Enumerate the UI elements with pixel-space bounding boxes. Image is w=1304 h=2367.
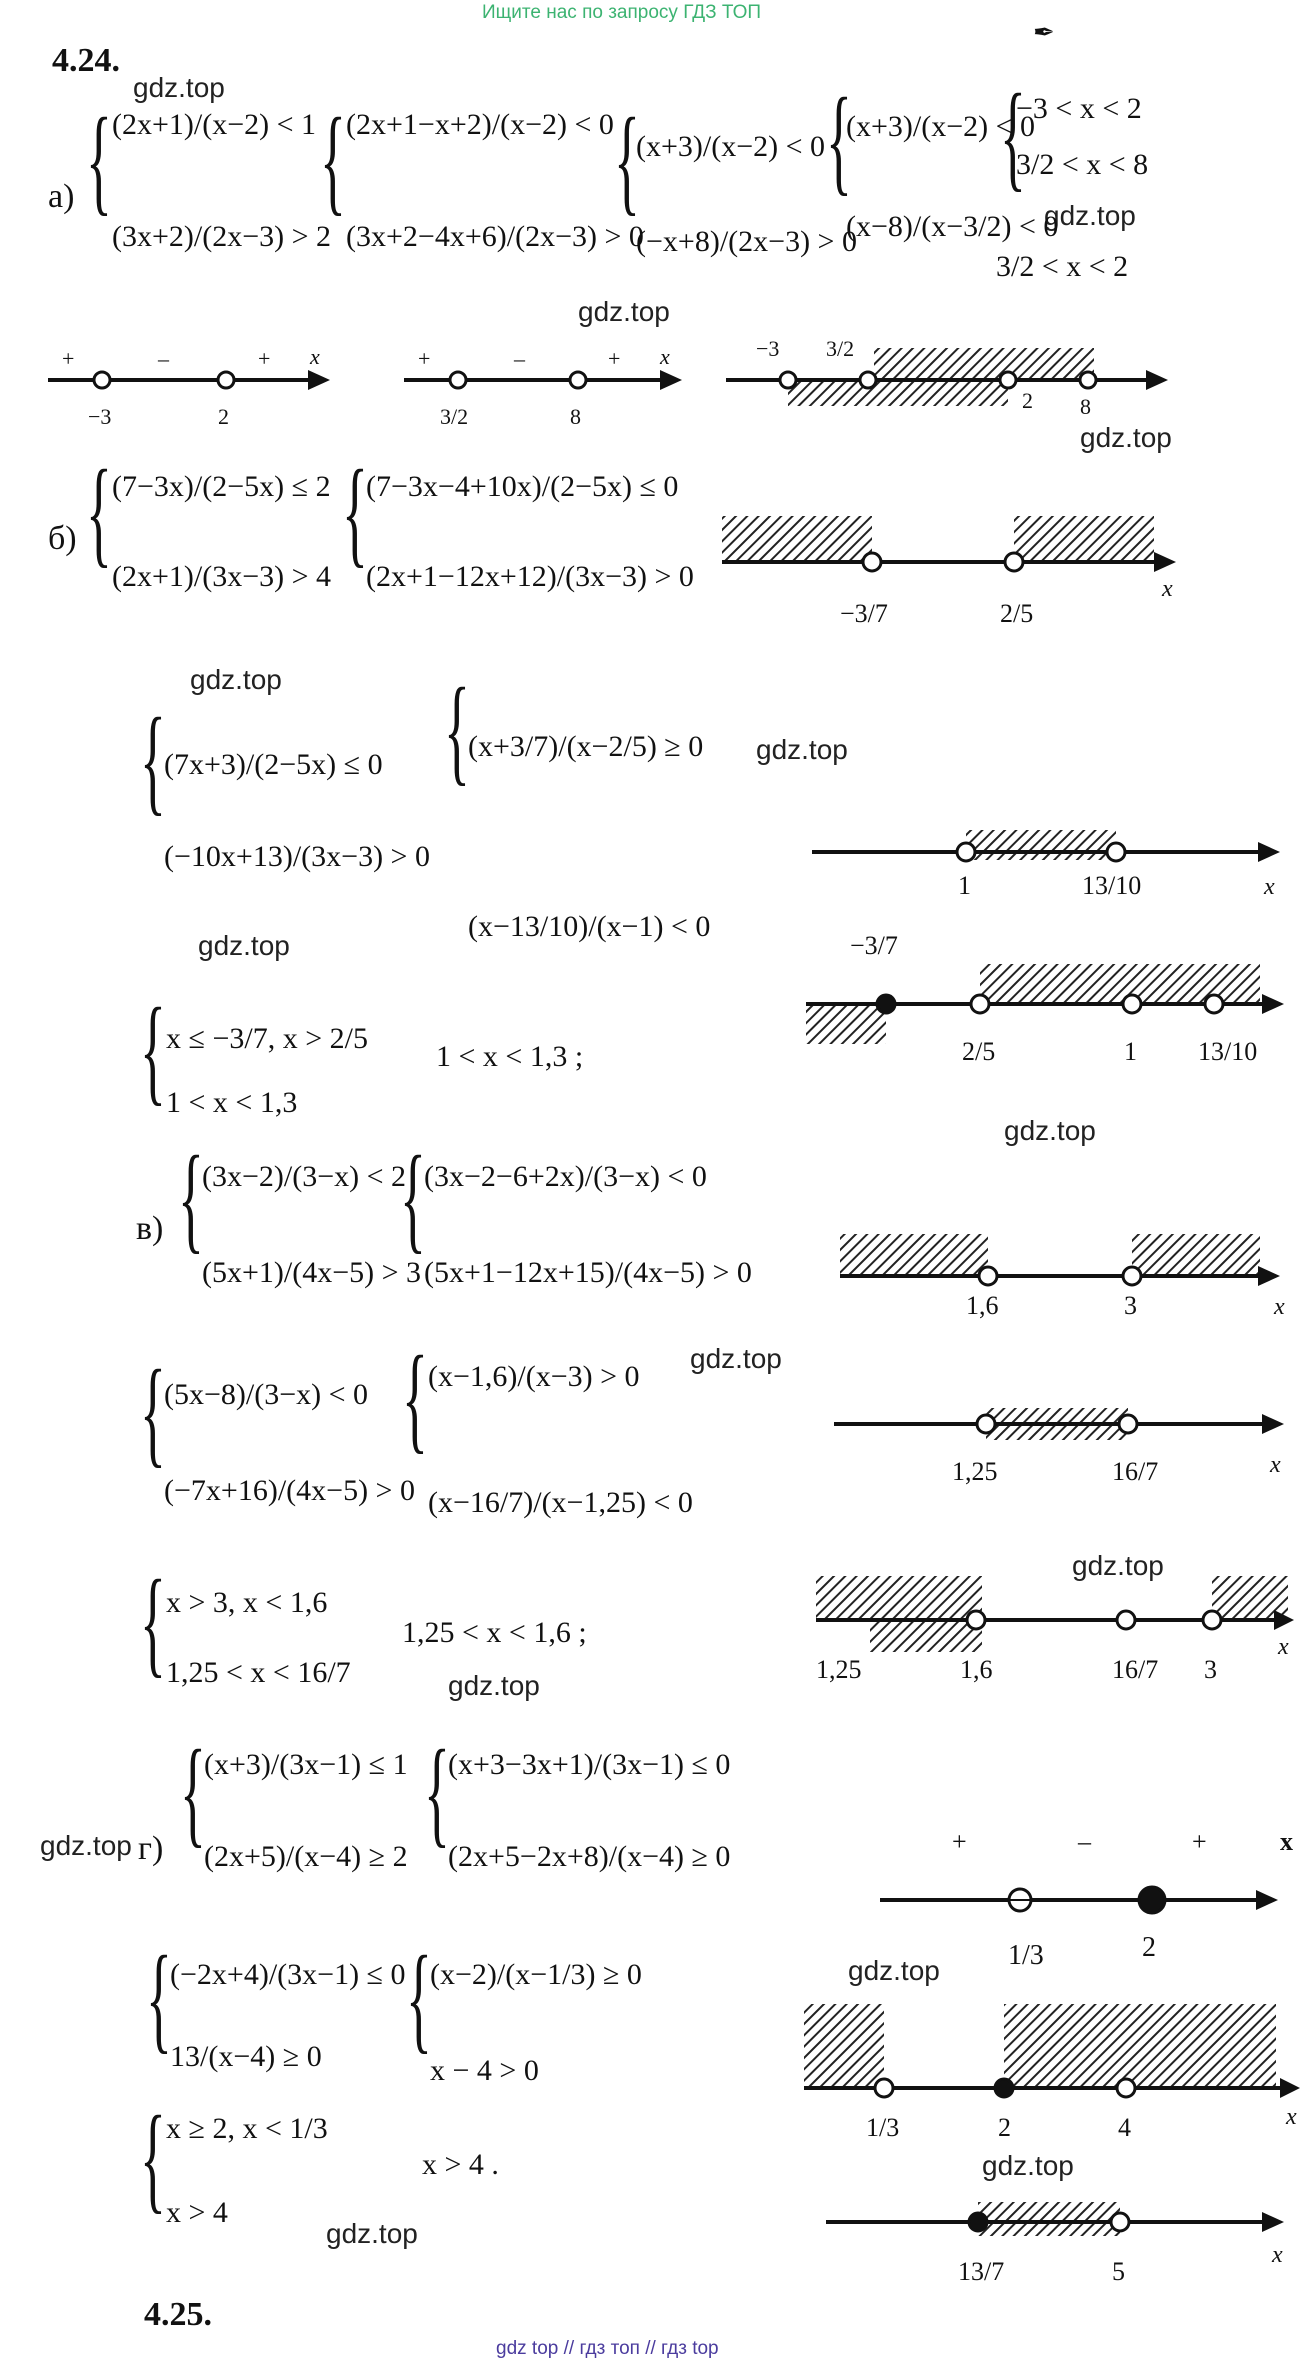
tick-label: 1,25 [952, 1457, 998, 1486]
sign-label: – [158, 346, 169, 371]
system-line: (7−3x)/(2−5x) ≤ 2 [112, 470, 331, 503]
axis-var: x [1278, 1634, 1289, 1660]
system-line: (x−2)/(x−1/3) ≥ 0 [430, 1958, 642, 1991]
system-line: (2x+1)/(3x−3) > 4 [112, 560, 332, 593]
system-line: (x+3)/(x−2) < 0 [636, 130, 826, 163]
watermark: gdz.top [848, 1955, 940, 1986]
number-line [816, 1570, 1296, 1720]
part-v-label: в) [136, 1210, 164, 1247]
number-line [840, 1226, 1290, 1336]
tick-label: 16/7 [1112, 1655, 1159, 1684]
axis-var: x [1162, 576, 1173, 602]
system-line: (x+3)/(x−2) < 0 [846, 110, 1036, 143]
tick-label: 13/10 [1082, 871, 1142, 900]
tick-label: −3 [756, 336, 780, 361]
watermark: gdz.top [1080, 422, 1172, 453]
system-brace: { [444, 663, 470, 796]
watermark: gdz.top [190, 664, 282, 695]
sign-label: + [608, 346, 621, 371]
sign-label: + [62, 346, 75, 371]
answer: 1 < x < 1,3 ; [436, 1040, 584, 1073]
tick-label: 2 [998, 2113, 1011, 2142]
bottom-banner[interactable]: gdz top // гдз топ // гдз top [496, 2338, 719, 2359]
next-problem-title: 4.25. [144, 2296, 212, 2333]
tick-label: 1,25 [816, 1655, 862, 1684]
tick-label: 1/3 [866, 2113, 900, 2142]
system-brace: { [402, 1331, 428, 1464]
problem-title: 4.24. [52, 42, 120, 79]
system-brace: { [178, 1131, 204, 1264]
tick-label: 16/7 [1112, 1457, 1159, 1486]
number-line [812, 818, 1292, 908]
system-brace: { [342, 445, 368, 578]
system-brace: { [146, 1931, 172, 2064]
watermark: gdz.top [1044, 200, 1136, 231]
system-line: (−7x+16)/(4x−5) > 0 [164, 1474, 415, 1507]
system-line: (−x+8)/(2x−3) > 0 [636, 225, 857, 258]
number-line [726, 330, 1176, 430]
tick-label: 3 [1204, 1655, 1217, 1684]
number-line [806, 920, 1296, 1100]
system-line: (7x+3)/(2−5x) ≤ 0 [164, 748, 383, 781]
tick-label: −3/7 [840, 599, 888, 628]
tick-label: 8 [570, 404, 581, 429]
tick-label: 1,6 [960, 1655, 993, 1684]
number-line [880, 1826, 1300, 2016]
system-brace: { [140, 1345, 166, 1478]
system-brace: { [140, 1555, 166, 1688]
number-line [834, 1396, 1294, 1526]
tick-label: 1,6 [966, 1291, 999, 1320]
watermark: gdz.top [982, 2150, 1074, 2181]
sign-label: – [514, 346, 525, 371]
tick-label: 1 [1124, 1037, 1137, 1066]
axis-var: x [1286, 2104, 1297, 2130]
number-line [404, 340, 694, 440]
system-brace: { [406, 1931, 432, 2064]
tick-label: 3/2 [440, 404, 469, 429]
system-line: (x−8)/(x−3/2) < 0 [846, 210, 1059, 243]
system-line: 3/2 < x < 8 [1016, 148, 1149, 181]
system-brace: { [826, 73, 852, 206]
system-brace: { [86, 445, 112, 578]
watermark: gdz.top [40, 1830, 132, 1861]
system-brace: { [180, 1725, 206, 1858]
number-line [48, 340, 338, 440]
watermark: gdz.top [756, 734, 848, 765]
system-line: (7−3x−4+10x)/(2−5x) ≤ 0 [366, 470, 679, 503]
axis-var: x [1270, 1452, 1281, 1478]
watermark: gdz.top [1072, 1550, 1164, 1581]
watermark: gdz.top [448, 1670, 540, 1701]
watermark: gdz.top [1004, 1115, 1096, 1146]
system-brace: { [424, 1725, 450, 1858]
system-line: −3 < x < 2 [1016, 92, 1142, 125]
tick-label: 2 [1142, 1932, 1156, 1963]
system-brace: { [614, 93, 640, 226]
axis-var: x [1280, 1827, 1293, 1856]
system-line: (5x+1)/(4x−5) > 3 [202, 1256, 422, 1289]
system-line: (3x−2)/(3−x) < 2 [202, 1160, 407, 1193]
system-line: 1 < x < 1,3 [166, 1086, 298, 1119]
system-line: 1,25 < x < 16/7 [166, 1656, 351, 1689]
system-line: (x+3/7)/(x−2/5) ≥ 0 [468, 730, 704, 763]
tick-label: −3 [88, 404, 112, 429]
axis-var: x [1274, 1294, 1285, 1320]
system-line: (5x−8)/(3−x) < 0 [164, 1378, 369, 1411]
watermark: gdz.top [198, 930, 290, 961]
tick-label: 2 [1022, 388, 1033, 413]
system-line: (x−13/10)/(x−1) < 0 [468, 910, 711, 943]
axis-var: x [310, 344, 320, 369]
system-line: (x−1,6)/(x−3) > 0 [428, 1360, 640, 1393]
system-line: (2x+5−2x+8)/(x−4) ≥ 0 [448, 1840, 731, 1873]
system-line: x > 3, x < 1,6 [166, 1586, 328, 1619]
part-g-label: г) [138, 1830, 164, 1867]
watermark: gdz.top [578, 296, 670, 327]
system-line: (2x+5)/(x−4) ≥ 2 [204, 1840, 408, 1873]
number-line [826, 2196, 1296, 2336]
axis-var: x [660, 344, 670, 369]
axis-var: x [1264, 874, 1275, 900]
system-line: x ≤ −3/7, x > 2/5 [166, 1022, 368, 1055]
tick-label: 2/5 [1000, 599, 1034, 628]
system-line: x > 4 [166, 2196, 228, 2229]
sign-label: + [418, 346, 431, 371]
top-banner[interactable]: Ищите нас по запросу ГДЗ ТОП [482, 2, 762, 23]
tick-label: 1/3 [1008, 1940, 1044, 1971]
system-line: (x+3−3x+1)/(3x−1) ≤ 0 [448, 1748, 731, 1781]
system-line: (2x+1−12x+12)/(3x−3) > 0 [366, 560, 694, 593]
system-brace: { [400, 1131, 426, 1264]
system-brace: { [140, 693, 166, 826]
number-line [804, 2000, 1300, 2150]
tick-label: 3 [1124, 1291, 1137, 1320]
tick-label: 4 [1118, 2113, 1131, 2142]
system-line: (x+3)/(3x−1) ≤ 1 [204, 1748, 408, 1781]
system-brace: { [1000, 69, 1026, 202]
part-a-label: а) [48, 178, 75, 215]
tick-label: 5 [1112, 2257, 1125, 2286]
part-b-label: б) [48, 520, 77, 557]
system-line: (−2x+4)/(3x−1) ≤ 0 [170, 1958, 406, 1991]
sign-label: – [1078, 1827, 1091, 1856]
pen-mark: ✒ [1033, 18, 1055, 47]
system-line: (3x+2)/(2x−3) > 2 [112, 220, 332, 253]
system-brace: { [140, 2091, 166, 2224]
system-line: (3x−2−6+2x)/(3−x) < 0 [424, 1160, 707, 1193]
system-brace: { [140, 983, 166, 1116]
system-line: x − 4 > 0 [430, 2054, 539, 2087]
sign-label: + [258, 346, 271, 371]
system-line: (−10x+13)/(3x−3) > 0 [164, 840, 430, 873]
tick-label: −3/7 [850, 931, 898, 960]
system-line: 13/(x−4) ≥ 0 [170, 2040, 322, 2073]
tick-label: 13/7 [958, 2257, 1005, 2286]
watermark: gdz.top [133, 72, 225, 103]
sign-label: + [1192, 1827, 1207, 1856]
system-line: (5x+1−12x+15)/(4x−5) > 0 [424, 1256, 752, 1289]
answer: 3/2 < x < 2 [996, 250, 1129, 283]
system-brace: { [320, 93, 346, 226]
answer: x > 4 . [422, 2148, 499, 2181]
tick-label: 2/5 [962, 1037, 996, 1066]
sign-label: + [952, 1827, 967, 1856]
system-brace: { [86, 93, 112, 226]
system-line: (x−16/7)/(x−1,25) < 0 [428, 1486, 693, 1519]
answer: 1,25 < x < 1,6 ; [402, 1616, 587, 1649]
tick-label: 1 [958, 871, 971, 900]
system-line: x ≥ 2, x < 1/3 [166, 2112, 328, 2145]
tick-label: 2 [218, 404, 229, 429]
tick-label: 3/2 [826, 336, 855, 361]
axis-var: x [1272, 2242, 1283, 2268]
watermark: gdz.top [690, 1343, 782, 1374]
system-line: (2x+1)/(x−2) < 1 [112, 108, 317, 141]
watermark: gdz.top [326, 2218, 418, 2249]
tick-label: 8 [1080, 394, 1091, 419]
system-line: (2x+1−x+2)/(x−2) < 0 [346, 108, 614, 141]
system-line: (3x+2−4x+6)/(2x−3) > 0 [346, 220, 644, 253]
tick-label: 13/10 [1198, 1037, 1258, 1066]
number-line [722, 506, 1182, 656]
